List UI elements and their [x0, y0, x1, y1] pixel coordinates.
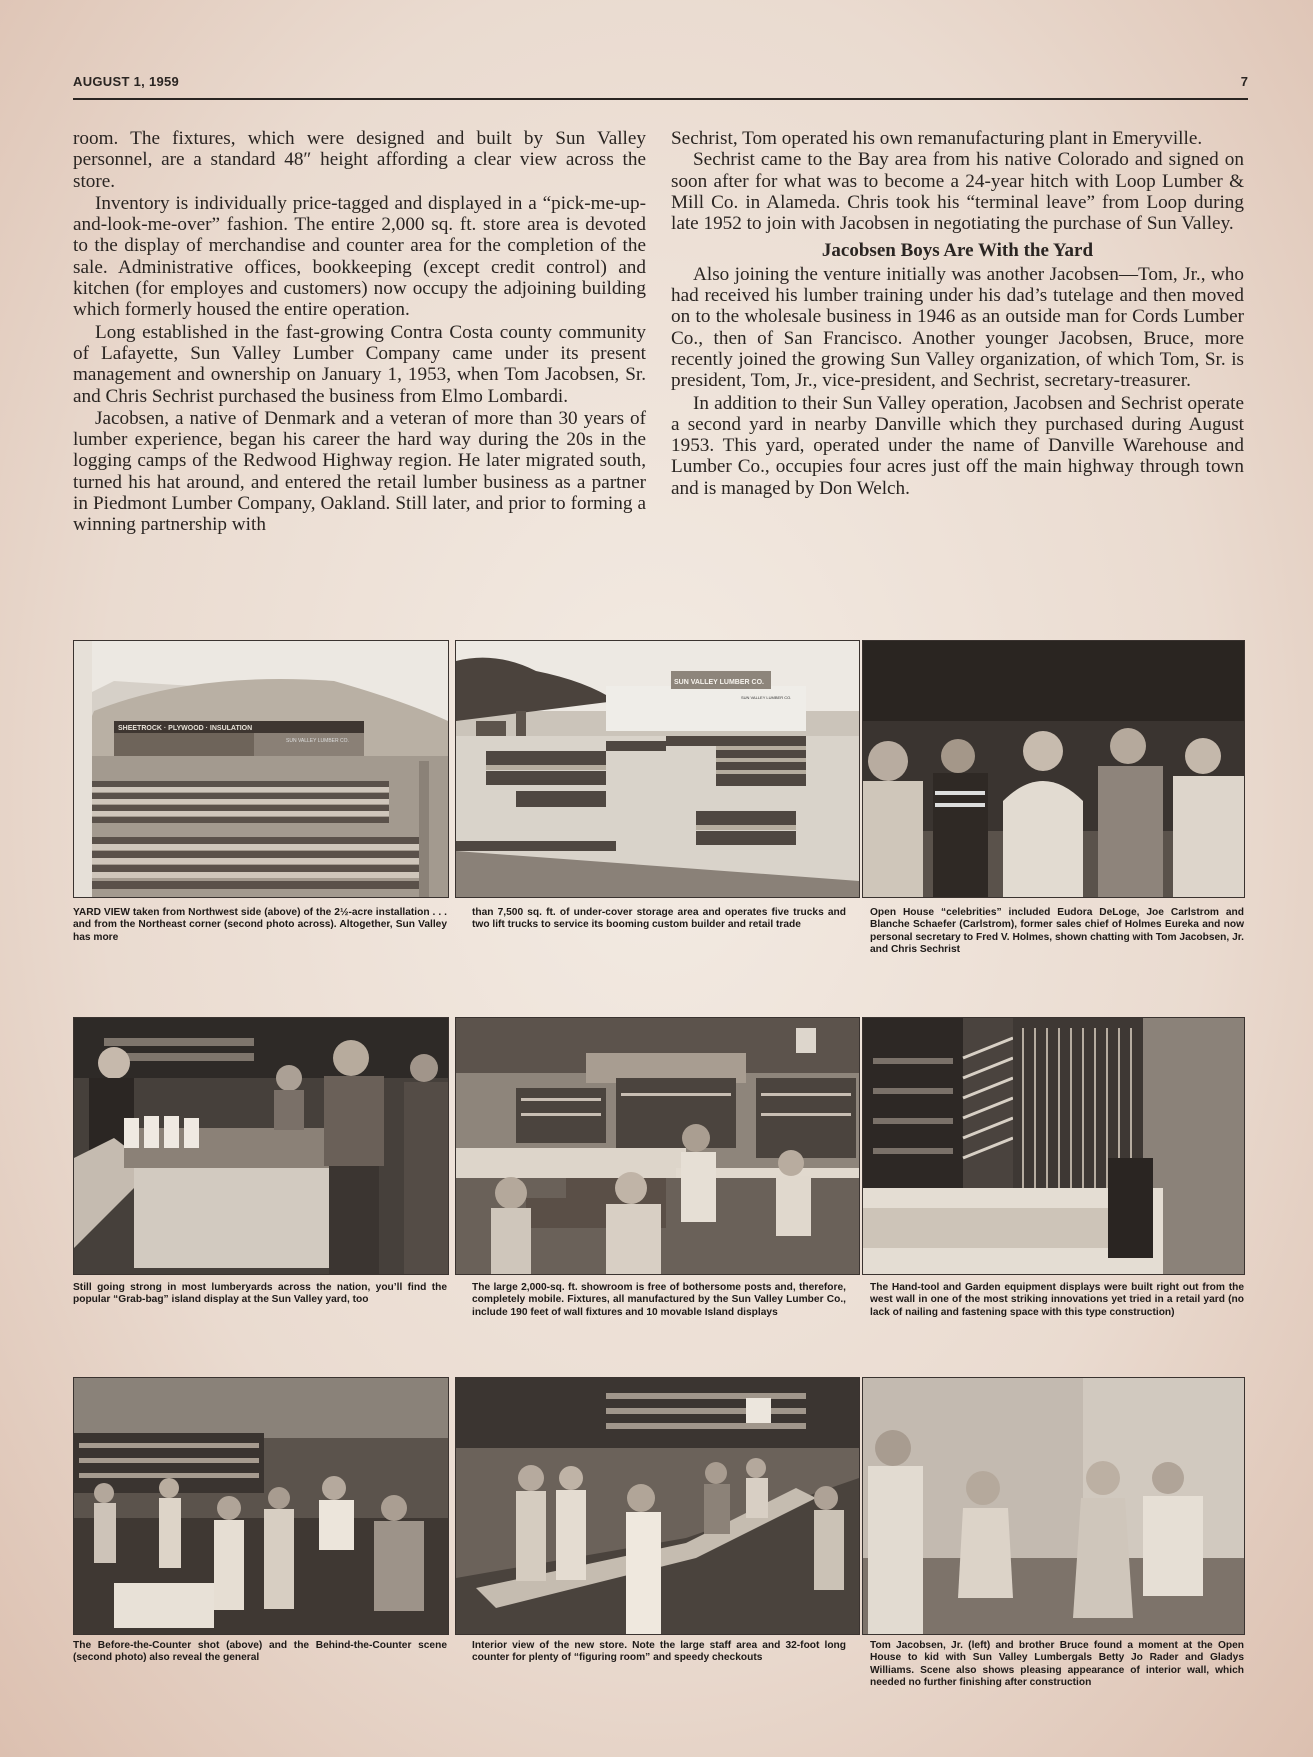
- paragraph: Inventory is individually price-tagged and displayed in a “pick-me-up-and-look-me-over” fashion. The entire 2,000 sq. ft. store area is devoted to the display of merchandise and counter area for the completion of the sale. Administrative offices, bookkeeping (except credit control) and kitchen (for employes and customers) now occupy the adjoining building which formerly housed the entire operation.: [73, 192, 646, 321]
- building-sign-text: SUN VALLEY LUMBER CO.: [674, 679, 764, 686]
- photo-behind-the-counter: [455, 1377, 860, 1635]
- photo-caption: YARD VIEW taken from Northwest side (above) of the 2½-acre installation . . . and from the Northeast corner (second photo across). Altogether, Sun Valley has more: [73, 907, 447, 943]
- photo-hand-tool-display: [862, 1017, 1245, 1275]
- photo-caption: Still going strong in most lumberyards across the nation, you’ll find the popular “Grab-bag” island display at the Sun Valley yard, too: [73, 1282, 447, 1306]
- paragraph: Sechrist, Tom operated his own remanufacturing plant in Emeryville.: [671, 128, 1203, 149]
- photo-caption: The Hand-tool and Garden equipment displays were built right out from the west wall in one of the most striking innovations yet tried in a retail yard (no lack of nailing and fastening space with this type construction): [870, 1282, 1244, 1318]
- paragraph: In addition to their Sun Valley operation, Jacobsen and Sechrist operate a second yard in nearby Danville which they purchased during August 1953. This yard, operated under the name of Danville Warehouse and Lumber Co., occupies four acres just off the main highway through town and is managed by Don Welch.: [671, 392, 1244, 499]
- photo-caption: The Before-the-Counter shot (above) and the Behind-the-Counter scene (second photo) also reveal the general: [73, 1640, 447, 1664]
- article-column-right: [671, 128, 1244, 499]
- photo-open-house-lumbergals: [862, 1377, 1245, 1635]
- photo-caption: Tom Jacobsen, Jr. (left) and brother Bruce found a moment at the Open House to kid with Sun Valley Lumbergals Betty Jo Rader and Gladys Williams. Scene also shows pleasing appearance of interior wall, which needed no further finishing after construction: [870, 1640, 1244, 1688]
- photo-before-the-counter: [73, 1377, 449, 1635]
- photo-yard-northwest: [73, 640, 449, 898]
- paragraph: room. The fixtures, which were designed and built by Sun Valley personnel, are a standard 48″ height affording a clear view across the store.: [73, 128, 646, 192]
- photo-yard-northeast: [455, 640, 860, 898]
- photo-caption: than 7,500 sq. ft. of under-cover storage area and operates five trucks and two lift trucks to service its booming custom builder and retail trade: [472, 907, 846, 931]
- photo-caption: Interior view of the new store. Note the large staff area and 32-foot long counter for plenty of “figuring room” and speedy checkouts: [472, 1640, 846, 1664]
- issue-date: AUGUST 1, 1959: [73, 74, 180, 89]
- paragraph: Sechrist came to the Bay area from his native Colorado and signed on soon after for what was to become a 24-year hitch with Loop Lumber & Mill Co. in Alameda. Chris took his “terminal leave” from Loop during late 1952 to join with Jacobsen in negotiating the purchase of Sun Valley.: [671, 149, 1244, 235]
- photo-open-house-celebrities: [862, 640, 1245, 898]
- photo-caption: The large 2,000-sq. ft. showroom is free of bothersome posts and, therefore, completely mobile. Fixtures, all manufactured by the Sun Valley Lumber Co., include 190 feet of wall fixtures and 10 movable Island displays: [472, 1282, 846, 1318]
- photo-showroom: [455, 1017, 860, 1275]
- photo-caption: Open House “celebrities” included Eudora DeLoge, Joe Carlstrom and Blanche Schaefer (Carlstrom), former sales chief of Holmes Eureka and now personal secretary to Fred V. Holmes, shown chatting with Tom Jacobsen, Jr. and Chris Sechrist: [870, 907, 1244, 955]
- paragraph: Also joining the venture initially was another Jacobsen—Tom, Jr., who had received his lumber training under his dad’s tutelage and then moved on to the wholesale business in 1946 as an outside man for Cords Lumber Co., then of San Francisco. Another younger Jacobsen, Bruce, more recently joined the growing Sun Valley organization, of which Tom, Sr. is president, Tom, Jr., vice-president, and Sechrist, secretary-treasurer.: [671, 263, 1244, 392]
- header-rule: [73, 98, 1248, 100]
- building-sign-text: SUN VALLEY LUMBER CO.: [286, 738, 349, 744]
- article-column-left: [73, 128, 646, 536]
- yard-sign-text: SHEETROCK · PLYWOOD · INSULATION: [118, 725, 253, 732]
- section-subhead: Jacobsen Boys Are With the Yard: [821, 240, 1094, 262]
- building-sign-text: SUN VALLEY LUMBER CO.: [741, 695, 792, 700]
- page-header: [73, 74, 1248, 102]
- paragraph: Jacobsen, a native of Denmark and a veteran of more than 30 years of lumber experience, began his career the hard way during the 20s in the logging camps of the Redwood Highway region. He later migrated south, turned his hat around, and entered the retail lumber business as a partner in Piedmont Lumber Company, Oakland. Still later, and prior to forming a winning partnership with: [73, 407, 646, 536]
- photo-grab-bag-display: [73, 1017, 449, 1275]
- page-number: 7: [1240, 74, 1248, 89]
- paragraph: Long established in the fast-growing Contra Costa county community of Lafayette, Sun Valley Lumber Company came under its present management and ownership on January 1, 1953, when Tom Jacobsen, Sr. and Chris Sechrist purchased the business from Elmo Lombardi.: [73, 321, 646, 407]
